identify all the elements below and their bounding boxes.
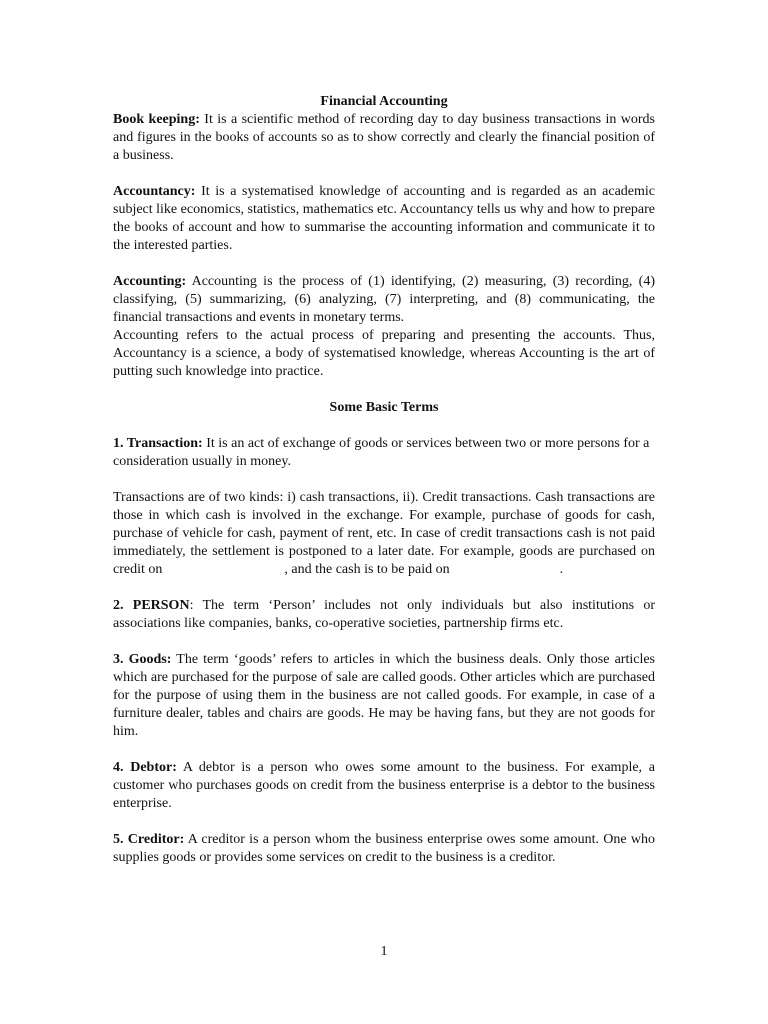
person-paragraph bbox=[113, 597, 655, 633]
document-page bbox=[113, 93, 655, 867]
goods-term: 3. Goods: bbox=[113, 652, 172, 667]
creditor-paragraph bbox=[113, 831, 655, 867]
person-text: : The term ‘Person’ includes not only individuals but also institutions or associations like companies, banks, co-operative societies, partnership firms etc. bbox=[113, 598, 655, 631]
accounting-paragraph bbox=[113, 273, 655, 327]
accounting-text: Accounting is the process of (1) identifying, (2) measuring, (3) recording, (4) classifying, (5) summarizing, (6) analyzing, (7) interpreting, and (8) communicating, the financial transactions and events in monetary terms. bbox=[113, 274, 655, 325]
transaction-text: It is an act of exchange of goods or services between two or more persons for a consideration usually in money. bbox=[113, 436, 650, 469]
accountancy-paragraph bbox=[113, 183, 655, 255]
debtor-text: A debtor is a person who owes some amount to the business. For example, a customer who purchases goods on credit from the business enterprise is a debtor to the business enterprise. bbox=[113, 760, 655, 811]
transaction-kinds-text-c: . bbox=[559, 562, 564, 577]
debtor-paragraph bbox=[113, 759, 655, 813]
transaction-kinds-text-b: , and the cash is to be paid on bbox=[284, 562, 450, 577]
transaction-paragraph bbox=[113, 435, 655, 471]
transaction-kinds-paragraph bbox=[113, 489, 655, 579]
creditor-term: 5. Creditor: bbox=[113, 832, 185, 847]
goods-paragraph bbox=[113, 651, 655, 741]
debtor-term: 4. Debtor: bbox=[113, 760, 177, 775]
bookkeeping-paragraph bbox=[113, 111, 655, 165]
bookkeeping-text: It is a scientific method of recording day to day business transactions in words and figures in the books of accounts so as to show correctly and clearly the financial position of a business. bbox=[113, 112, 655, 163]
basic-terms-heading: Some Basic Terms bbox=[329, 400, 439, 415]
document-title: Financial Accounting bbox=[320, 94, 448, 109]
accounting-term: Accounting: bbox=[113, 274, 187, 289]
bookkeeping-term: Book keeping: bbox=[113, 112, 200, 127]
page-number: 1 bbox=[380, 944, 388, 959]
accountancy-term: Accountancy: bbox=[113, 184, 196, 199]
accountancy-text: It is a systematised knowledge of accounting and is regarded as an academic subject like economics, statistics, mathematics etc. Accountancy tells us why and how to prepare the books of account and how to summarise the accounting information and communicate it to the interested parties. bbox=[113, 184, 655, 253]
transaction-term: 1. Transaction: bbox=[113, 436, 203, 451]
creditor-text: A creditor is a person whom the business enterprise owes some amount. One who supplies goods or provides some services on credit to the business is a creditor. bbox=[113, 832, 655, 865]
transaction-kinds-text-a: Transactions are of two kinds: i) cash transactions, ii). Credit transactions. Cash transactions are those in which cash is involved in the exchange. For example, purchase of goods for cash, purchase of vehicle for cash, payment of rent, etc. In case of credit transactions cash is not paid immediately, the settlement is postponed to a later date. For example, goods are purchased on credit on bbox=[113, 490, 655, 577]
person-term: 2. PERSON bbox=[113, 598, 190, 613]
accounting-paragraph-2: Accounting refers to the actual process of preparing and presenting the accounts. Thus, Accountancy is a science, a body of systematised knowledge, whereas Accounting is the art of putting such knowledge into practice. bbox=[113, 328, 655, 379]
goods-text: The term ‘goods’ refers to articles in which the business deals. Only those articles which are purchased for the purpose of sale are called goods. Other articles which are purchased for the purpose of using them in the business are not called goods. For example, in case of a furniture dealer, tables and chairs are goods. He may be having fans, but they are not goods for him. bbox=[113, 652, 655, 739]
